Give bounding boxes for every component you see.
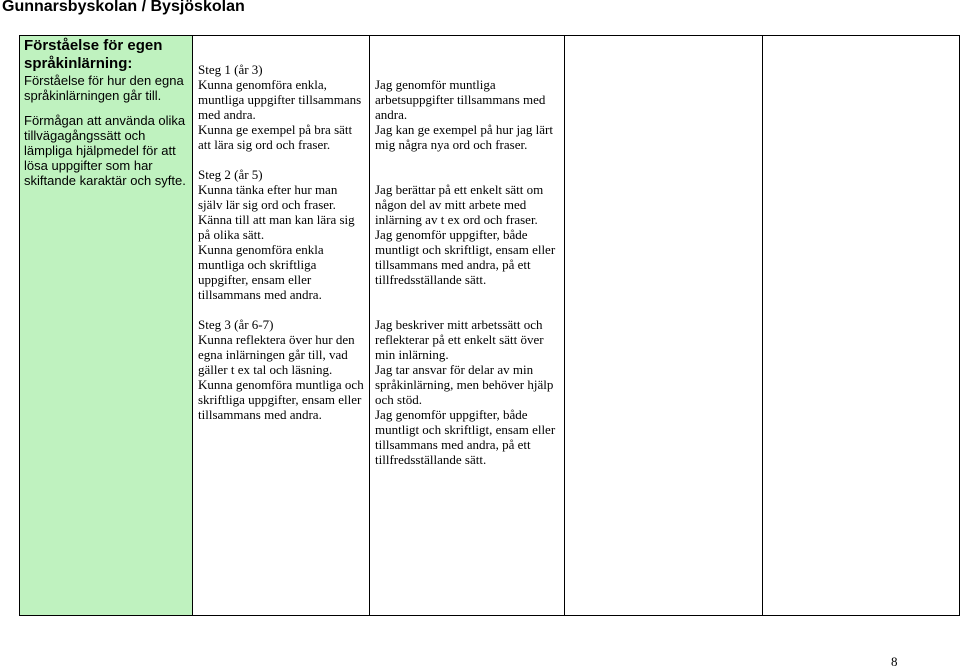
empty-cell <box>565 36 763 616</box>
assessment-matrix <box>19 35 960 616</box>
self-assessment-text: Jag kan ge exempel på hur jag lärt mig några nya ord och fraser. <box>375 122 553 152</box>
ability-title: Förståelse för egen språkinlärning: <box>24 37 163 72</box>
self-assessment-text: Jag beskriver mitt arbetssätt och reflekterar på ett enkelt sätt över min inlärning. <box>375 317 544 362</box>
self-assessment-text: Jag tar ansvar för delar av min språkinlärning, men behöver hjälp och stöd. <box>375 362 554 407</box>
self-assessment-text: Jag genomför uppgifter, både muntligt och skriftligt, ensam eller tillsammans med andra, på ett tillfredsställande sätt. <box>375 227 556 287</box>
step-1-text: Kunna genomföra enkla, muntliga uppgifter tillsammans med andra. <box>198 77 362 122</box>
step-1-heading: Steg 1 (år 3) <box>198 62 263 77</box>
ability-description: Förmågan att använda olika tillvägagångssätt och lämpliga hjälpmedel för att lösa uppgifter som har skiftande karaktär och syfte. <box>24 113 186 188</box>
goals-cell <box>193 36 370 616</box>
step-2-heading: Steg 2 (år 5) <box>198 167 263 182</box>
page-header: Gunnarsbyskolan / Bysjöskolan <box>2 0 245 15</box>
self-assessment-text: Jag genomför muntliga arbetsuppgifter tillsammans med andra. <box>375 77 546 122</box>
step-3-text: Kunna genomföra muntliga och skriftliga uppgifter, ensam eller tillsammans med andra. <box>198 377 364 422</box>
ability-subtitle: Förståelse för hur den egna språkinlärningen går till. <box>24 73 184 103</box>
table-row <box>20 36 960 616</box>
self-assessment-text: Jag berättar på ett enkelt sätt om någon del av mitt arbete med inlärning av t ex ord och fraser. <box>375 182 544 227</box>
step-2-text: Känna till att man kan lära sig på olika sätt. <box>198 212 355 242</box>
ability-cell <box>20 36 193 616</box>
step-2-text: Kunna tänka efter hur man själv lär sig ord och fraser. <box>198 182 338 212</box>
page-number: 8 <box>891 654 898 669</box>
step-1-text: Kunna ge exempel på bra sätt att lära sig ord och fraser. <box>198 122 353 152</box>
step-2-text: Kunna genomföra enkla muntliga och skriftliga uppgifter, ensam eller tillsammans med andra. <box>198 242 324 302</box>
step-3-heading: Steg 3 (år 6-7) <box>198 317 274 332</box>
step-3-text: Kunna reflektera över hur den egna inlärningen går till, vad gäller t ex tal och läsning. <box>198 332 355 377</box>
empty-cell <box>763 36 960 616</box>
self-assessment-cell <box>370 36 565 616</box>
self-assessment-text: Jag genomför uppgifter, både muntligt och skriftligt, ensam eller tillsammans med andra, på ett tillfredsställande sätt. <box>375 407 556 467</box>
